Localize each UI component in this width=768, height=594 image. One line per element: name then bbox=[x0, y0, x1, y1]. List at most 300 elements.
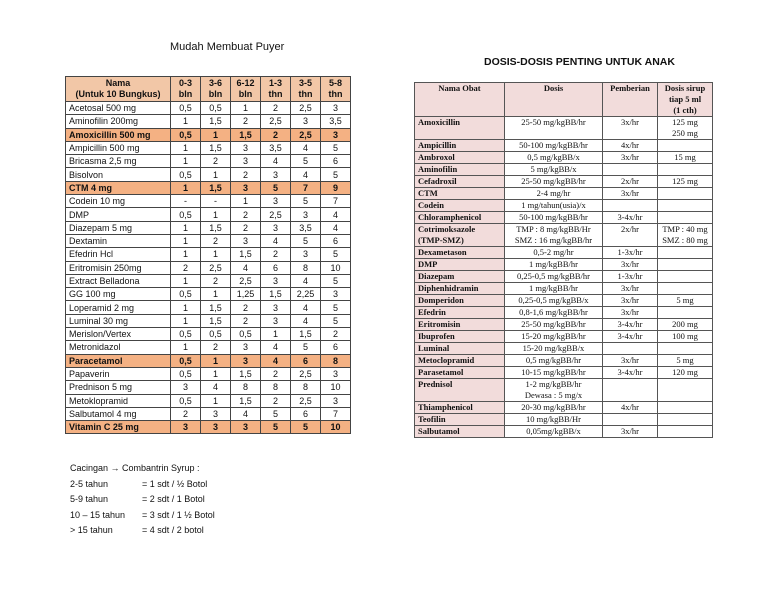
puyer-dose-cell: 3 bbox=[171, 381, 201, 394]
puyer-dose-cell: 1 bbox=[171, 141, 201, 154]
dosis-row bbox=[415, 379, 713, 402]
puyer-dose-cell: 4 bbox=[321, 221, 351, 234]
puyer-dose-cell: 0,5 bbox=[201, 328, 231, 341]
puyer-dose-cell: 4 bbox=[291, 141, 321, 154]
puyer-dose-cell: 5 bbox=[321, 274, 351, 287]
dosis-row bbox=[415, 164, 713, 176]
dosis-drug-name: DMP bbox=[415, 259, 505, 271]
puyer-dose-cell: 3 bbox=[231, 234, 261, 247]
dosis-syrup-cell bbox=[658, 379, 713, 402]
dosis-header-cell: Nama Obat bbox=[415, 83, 505, 117]
puyer-dose-cell: 1 bbox=[201, 168, 231, 181]
puyer-row bbox=[66, 115, 351, 128]
puyer-row bbox=[66, 354, 351, 367]
puyer-dose-cell: 8 bbox=[291, 261, 321, 274]
dosis-drug-name: Aminofilin bbox=[415, 164, 505, 176]
dosis-drug-name: Efedrin bbox=[415, 307, 505, 319]
dosis-frequency-cell: 3-4x/hr bbox=[603, 212, 658, 224]
puyer-dose-cell: 6 bbox=[291, 407, 321, 420]
puyer-dose-cell: 3 bbox=[261, 168, 291, 181]
dosis-frequency-cell: 3x/hr bbox=[603, 355, 658, 367]
puyer-dose-cell: 1 bbox=[171, 155, 201, 168]
puyer-row bbox=[66, 234, 351, 247]
dosis-frequency-cell bbox=[603, 379, 658, 402]
puyer-dose-cell: 2,5 bbox=[291, 128, 321, 141]
cacingan-age: 10 – 15 tahun bbox=[70, 509, 126, 520]
puyer-dose-cell: 0,5 bbox=[171, 328, 201, 341]
puyer-row bbox=[66, 394, 351, 407]
puyer-row bbox=[66, 381, 351, 394]
dosis-drug-name: Diphenhidramin bbox=[415, 283, 505, 295]
dosis-row bbox=[415, 117, 713, 140]
dosis-drug-name: Parasetamol bbox=[415, 367, 505, 379]
puyer-dose-cell: 0,5 bbox=[171, 288, 201, 301]
puyer-dose-cell: 5 bbox=[291, 421, 321, 434]
dosis-dose-cell: 1 mg/tahun(usia)/x bbox=[505, 200, 603, 212]
puyer-dose-cell: 1,5 bbox=[201, 301, 231, 314]
puyer-row bbox=[66, 128, 351, 141]
puyer-dose-cell: 1 bbox=[201, 128, 231, 141]
puyer-dose-cell: 3 bbox=[231, 181, 261, 194]
cacingan-row bbox=[70, 523, 215, 539]
puyer-row bbox=[66, 181, 351, 194]
puyer-drug-name: Prednison 5 mg bbox=[66, 381, 171, 394]
dosis-drug-name: Ambroxol bbox=[415, 152, 505, 164]
puyer-dose-cell: 3,5 bbox=[321, 115, 351, 128]
puyer-header-cell: 6-12 bln bbox=[231, 77, 261, 102]
puyer-dose-cell: 0,5 bbox=[171, 208, 201, 221]
dosis-drug-name: Chloramphenicol bbox=[415, 212, 505, 224]
cacingan-dose: = 4 sdt / 2 botol bbox=[142, 525, 204, 535]
puyer-dose-cell: 6 bbox=[321, 234, 351, 247]
dosis-row bbox=[415, 259, 713, 271]
dosis-syrup-cell: TMP : 40 mg SMZ : 80 mg bbox=[658, 224, 713, 247]
dosis-drug-name: Cefadroxil bbox=[415, 176, 505, 188]
puyer-dose-cell: - bbox=[171, 195, 201, 208]
puyer-dose-cell: 4 bbox=[261, 155, 291, 168]
puyer-dose-cell: 1,25 bbox=[231, 288, 261, 301]
dosis-row bbox=[415, 402, 713, 414]
puyer-dose-cell: 4 bbox=[291, 168, 321, 181]
dosis-syrup-cell bbox=[658, 283, 713, 295]
dosis-dose-cell: 50-100 mg/kgBB/hr bbox=[505, 212, 603, 224]
dosis-row bbox=[415, 247, 713, 259]
puyer-drug-name: Efedrin Hcl bbox=[66, 248, 171, 261]
dosis-syrup-cell: 5 mg bbox=[658, 295, 713, 307]
dosis-drug-name: Thiamphenicol bbox=[415, 402, 505, 414]
dosis-syrup-cell: 120 mg bbox=[658, 367, 713, 379]
dosis-syrup-cell bbox=[658, 402, 713, 414]
puyer-drug-name: Bricasma 2,5 mg bbox=[66, 155, 171, 168]
puyer-dose-cell: 1,5 bbox=[231, 128, 261, 141]
puyer-header-cell: 3-5 thn bbox=[291, 77, 321, 102]
dosis-row bbox=[415, 414, 713, 426]
puyer-dose-cell: 2 bbox=[171, 407, 201, 420]
puyer-drug-name: Bisolvon bbox=[66, 168, 171, 181]
puyer-dose-cell: 1 bbox=[201, 394, 231, 407]
dosis-drug-name: Dexametason bbox=[415, 247, 505, 259]
puyer-dose-cell: 3 bbox=[231, 354, 261, 367]
puyer-dose-cell: 1 bbox=[171, 115, 201, 128]
dosis-frequency-cell bbox=[603, 414, 658, 426]
puyer-dose-cell: 5 bbox=[321, 141, 351, 154]
puyer-dose-cell: 3 bbox=[321, 367, 351, 380]
puyer-dose-cell: 2,5 bbox=[291, 102, 321, 115]
puyer-dose-cell: 2 bbox=[231, 221, 261, 234]
puyer-dose-cell: 1 bbox=[231, 195, 261, 208]
puyer-row bbox=[66, 248, 351, 261]
dosis-row bbox=[415, 355, 713, 367]
dosis-syrup-cell: 15 mg bbox=[658, 152, 713, 164]
puyer-dose-cell: 3 bbox=[231, 141, 261, 154]
puyer-row bbox=[66, 314, 351, 327]
puyer-drug-name: DMP bbox=[66, 208, 171, 221]
dosis-drug-name: CTM bbox=[415, 188, 505, 200]
dosis-dose-cell: 15-20 mg/kgBB/x bbox=[505, 343, 603, 355]
dosis-drug-name: Codein bbox=[415, 200, 505, 212]
puyer-dose-cell: 5 bbox=[321, 168, 351, 181]
puyer-dose-cell: 1,5 bbox=[201, 314, 231, 327]
dosis-dose-cell: 0,5 mg/kgBB/x bbox=[505, 152, 603, 164]
dosis-row bbox=[415, 283, 713, 295]
dosis-drug-name: Metoclopramid bbox=[415, 355, 505, 367]
dosis-dose-cell: 25-50 mg/kgBB/hr bbox=[505, 319, 603, 331]
dosis-dose-cell: 10-15 mg/kgBB/hr bbox=[505, 367, 603, 379]
puyer-dose-cell: 2 bbox=[231, 208, 261, 221]
puyer-dose-cell: 1 bbox=[201, 367, 231, 380]
puyer-dose-cell: 8 bbox=[321, 354, 351, 367]
puyer-dose-cell: 1 bbox=[171, 248, 201, 261]
puyer-dose-cell: 2 bbox=[231, 115, 261, 128]
dosis-row bbox=[415, 343, 713, 355]
puyer-dose-cell: 3 bbox=[261, 301, 291, 314]
puyer-dose-cell: 3 bbox=[201, 407, 231, 420]
dosis-syrup-cell bbox=[658, 426, 713, 438]
puyer-dose-cell: 2 bbox=[201, 234, 231, 247]
puyer-drug-name: Paracetamol bbox=[66, 354, 171, 367]
puyer-row bbox=[66, 328, 351, 341]
puyer-dose-cell: 3 bbox=[231, 341, 261, 354]
dosis-dose-cell: 20-30 mg/kgBB/hr bbox=[505, 402, 603, 414]
puyer-dose-cell: 2,5 bbox=[261, 115, 291, 128]
dosis-header-cell: Dosis sirup tiap 5 ml (1 cth) bbox=[658, 83, 713, 117]
dosis-frequency-cell: 3-4x/hr bbox=[603, 319, 658, 331]
dosis-dose-cell: 10 mg/kgBB/Hr bbox=[505, 414, 603, 426]
puyer-dose-cell: 4 bbox=[291, 301, 321, 314]
puyer-dose-cell: 2 bbox=[231, 314, 261, 327]
puyer-dose-cell: 1 bbox=[261, 328, 291, 341]
puyer-dose-cell: 2,5 bbox=[291, 367, 321, 380]
dosis-frequency-cell: 3-4x/hr bbox=[603, 331, 658, 343]
dosis-dose-cell: 25-50 mg/kgBB/hr bbox=[505, 117, 603, 140]
dosis-dose-cell: TMP : 8 mg/kgBB/Hr SMZ : 16 mg/kgBB/hr bbox=[505, 224, 603, 247]
dosis-row bbox=[415, 176, 713, 188]
dosis-drug-name: Amoxicillin bbox=[415, 117, 505, 140]
dosis-dose-cell: 15-20 mg/kgBB/hr bbox=[505, 331, 603, 343]
cacingan-heading: Cacingan → Combantrin Syrup : bbox=[70, 463, 200, 473]
dosis-row bbox=[415, 271, 713, 283]
dosis-frequency-cell: 1-3x/hr bbox=[603, 247, 658, 259]
dosis-row bbox=[415, 200, 713, 212]
puyer-dose-cell: 4 bbox=[231, 261, 261, 274]
puyer-row bbox=[66, 341, 351, 354]
dosis-syrup-cell: 125 mg bbox=[658, 176, 713, 188]
puyer-drug-name: Merislon/Vertex bbox=[66, 328, 171, 341]
dosis-syrup-cell: 125 mg 250 mg bbox=[658, 117, 713, 140]
dosis-frequency-cell: 3-4x/hr bbox=[603, 367, 658, 379]
dosis-row bbox=[415, 295, 713, 307]
dosis-frequency-cell: 3x/hr bbox=[603, 259, 658, 271]
puyer-row bbox=[66, 221, 351, 234]
dosis-dose-cell: 0,8-1,6 mg/kgBB/hr bbox=[505, 307, 603, 319]
puyer-dose-cell: 0,5 bbox=[231, 328, 261, 341]
dosis-row bbox=[415, 188, 713, 200]
cacingan-section bbox=[70, 461, 215, 539]
puyer-dose-cell: 1 bbox=[231, 102, 261, 115]
puyer-dose-cell: 5 bbox=[291, 234, 321, 247]
puyer-dose-cell: 1 bbox=[171, 234, 201, 247]
puyer-title: Mudah Membuat Puyer bbox=[170, 41, 285, 53]
dosis-frequency-cell: 3x/hr bbox=[603, 295, 658, 307]
puyer-drug-name: Metronidazol bbox=[66, 341, 171, 354]
puyer-dose-cell: 5 bbox=[321, 314, 351, 327]
cacingan-dose: = 3 sdt / 1 ½ Botol bbox=[142, 509, 215, 520]
puyer-dose-cell: 2,5 bbox=[201, 261, 231, 274]
dosis-syrup-cell bbox=[658, 343, 713, 355]
puyer-dose-cell: 3 bbox=[291, 248, 321, 261]
puyer-dose-cell: 4 bbox=[231, 407, 261, 420]
puyer-dose-cell: 5 bbox=[261, 407, 291, 420]
puyer-dose-cell: 2 bbox=[231, 301, 261, 314]
dosis-row bbox=[415, 319, 713, 331]
dosis-syrup-cell: 5 mg bbox=[658, 355, 713, 367]
dosis-frequency-cell bbox=[603, 200, 658, 212]
dosis-header-cell: Dosis bbox=[505, 83, 603, 117]
puyer-dose-cell: 2 bbox=[261, 128, 291, 141]
puyer-row bbox=[66, 367, 351, 380]
puyer-dose-cell: 2 bbox=[231, 168, 261, 181]
dosis-frequency-cell bbox=[603, 343, 658, 355]
dosis-table bbox=[414, 82, 713, 438]
puyer-dose-cell: 2 bbox=[171, 261, 201, 274]
puyer-dose-cell: 3,5 bbox=[261, 141, 291, 154]
puyer-dose-cell: 2 bbox=[261, 102, 291, 115]
dosis-dose-cell: 25-50 mg/kgBB/hr bbox=[505, 176, 603, 188]
cacingan-row bbox=[70, 492, 215, 508]
puyer-drug-name: Metoklopramid bbox=[66, 394, 171, 407]
dosis-dose-cell: 5 mg/kgBB/x bbox=[505, 164, 603, 176]
cacingan-age: 5-9 tahun bbox=[70, 494, 109, 504]
puyer-dose-cell: 3 bbox=[321, 128, 351, 141]
puyer-dose-cell: 5 bbox=[291, 155, 321, 168]
dosis-dose-cell: 2-4 mg/hr bbox=[505, 188, 603, 200]
puyer-dose-cell: 2 bbox=[261, 367, 291, 380]
dosis-row bbox=[415, 152, 713, 164]
puyer-dose-cell: 1,5 bbox=[201, 115, 231, 128]
puyer-dose-cell: 8 bbox=[291, 381, 321, 394]
puyer-dose-cell: 1 bbox=[201, 208, 231, 221]
cacingan-dose: = 2 sdt / 1 Botol bbox=[142, 494, 205, 504]
puyer-row bbox=[66, 301, 351, 314]
puyer-dose-cell: 1 bbox=[171, 181, 201, 194]
puyer-dose-cell: 6 bbox=[321, 341, 351, 354]
puyer-dose-cell: 6 bbox=[261, 261, 291, 274]
puyer-header-cell: Nama (Untuk 10 Bungkus) bbox=[66, 77, 171, 102]
dosis-syrup-cell: 100 mg bbox=[658, 331, 713, 343]
dosis-syrup-cell bbox=[658, 414, 713, 426]
puyer-dose-cell: 3 bbox=[291, 115, 321, 128]
puyer-drug-name: Papaverin bbox=[66, 367, 171, 380]
puyer-dose-cell: 2 bbox=[201, 155, 231, 168]
dosis-frequency-cell: 1-3x/hr bbox=[603, 271, 658, 283]
puyer-dose-cell: 4 bbox=[261, 354, 291, 367]
puyer-dose-cell: 0,5 bbox=[171, 168, 201, 181]
puyer-drug-name: Dextamin bbox=[66, 234, 171, 247]
puyer-dose-cell: 1,5 bbox=[261, 288, 291, 301]
puyer-drug-name: Vitamin C 25 mg bbox=[66, 421, 171, 434]
puyer-dose-cell: 0,5 bbox=[171, 102, 201, 115]
dosis-row bbox=[415, 307, 713, 319]
puyer-dose-cell: 4 bbox=[321, 208, 351, 221]
dosis-drug-name: Diazepam bbox=[415, 271, 505, 283]
puyer-row bbox=[66, 102, 351, 115]
dosis-frequency-cell: 4x/hr bbox=[603, 140, 658, 152]
puyer-dose-cell: 4 bbox=[291, 274, 321, 287]
dosis-drug-name: Teofilin bbox=[415, 414, 505, 426]
puyer-drug-name: Luminal 30 mg bbox=[66, 314, 171, 327]
puyer-dose-cell: 1 bbox=[201, 354, 231, 367]
cacingan-age: 2-5 tahun bbox=[70, 478, 109, 489]
puyer-row bbox=[66, 195, 351, 208]
puyer-dose-cell: 1 bbox=[171, 221, 201, 234]
puyer-table bbox=[65, 76, 351, 434]
dosis-dose-cell: 1 mg/kgBB/hr bbox=[505, 283, 603, 295]
puyer-drug-name: Salbutamol 4 mg bbox=[66, 407, 171, 420]
dosis-drug-name: Domperidon bbox=[415, 295, 505, 307]
dosis-drug-name: Ibuprofen bbox=[415, 331, 505, 343]
dosis-frequency-cell: 3x/hr bbox=[603, 426, 658, 438]
dosis-row bbox=[415, 224, 713, 247]
puyer-dose-cell: 8 bbox=[261, 381, 291, 394]
puyer-dose-cell: 9 bbox=[321, 181, 351, 194]
cacingan-row bbox=[70, 477, 215, 493]
puyer-dose-cell: 2 bbox=[201, 341, 231, 354]
puyer-header-cell: 3-6 bln bbox=[201, 77, 231, 102]
dosis-dose-cell: 1-2 mg/kgBB/hr Dewasa : 5 mg/x bbox=[505, 379, 603, 402]
puyer-dose-cell: 3 bbox=[321, 288, 351, 301]
puyer-dose-cell: 2 bbox=[261, 394, 291, 407]
puyer-dose-cell: 7 bbox=[291, 181, 321, 194]
puyer-dose-cell: 1,5 bbox=[201, 181, 231, 194]
dosis-dose-cell: 1 mg/kgBB/hr bbox=[505, 259, 603, 271]
puyer-row bbox=[66, 141, 351, 154]
puyer-dose-cell: 5 bbox=[291, 195, 321, 208]
puyer-dose-cell: 5 bbox=[321, 248, 351, 261]
puyer-dose-cell: 3 bbox=[201, 421, 231, 434]
dosis-frequency-cell: 4x/hr bbox=[603, 402, 658, 414]
cacingan-age: > 15 tahun bbox=[70, 525, 113, 535]
puyer-drug-name: CTM 4 mg bbox=[66, 181, 171, 194]
puyer-dose-cell: 3 bbox=[231, 155, 261, 168]
puyer-dose-cell: 3 bbox=[231, 421, 261, 434]
puyer-row bbox=[66, 274, 351, 287]
puyer-dose-cell: 10 bbox=[321, 421, 351, 434]
puyer-dose-cell: 1 bbox=[171, 341, 201, 354]
puyer-dose-cell: 3 bbox=[321, 394, 351, 407]
dosis-syrup-cell bbox=[658, 307, 713, 319]
cacingan-row bbox=[70, 508, 215, 524]
puyer-dose-cell: 3 bbox=[261, 195, 291, 208]
puyer-dose-cell: 2,5 bbox=[231, 274, 261, 287]
dosis-frequency-cell: 3x/hr bbox=[603, 307, 658, 319]
puyer-dose-cell: 0,5 bbox=[171, 394, 201, 407]
puyer-dose-cell: 2,5 bbox=[261, 208, 291, 221]
puyer-dose-cell: 1 bbox=[171, 314, 201, 327]
dosis-syrup-cell bbox=[658, 212, 713, 224]
puyer-dose-cell: 4 bbox=[201, 381, 231, 394]
puyer-dose-cell: 5 bbox=[261, 421, 291, 434]
puyer-row bbox=[66, 288, 351, 301]
dosis-dose-cell: 0,05mg/kgBB/x bbox=[505, 426, 603, 438]
dosis-syrup-cell bbox=[658, 271, 713, 283]
puyer-dose-cell: 4 bbox=[261, 234, 291, 247]
cacingan-dose: = 1 sdt / ½ Botol bbox=[142, 478, 208, 489]
dosis-frequency-cell: 3x/hr bbox=[603, 188, 658, 200]
puyer-dose-cell: 5 bbox=[321, 301, 351, 314]
puyer-drug-name: Loperamid 2 mg bbox=[66, 301, 171, 314]
puyer-dose-cell: 1,5 bbox=[231, 367, 261, 380]
puyer-row bbox=[66, 421, 351, 434]
dosis-row bbox=[415, 426, 713, 438]
puyer-dose-cell: 0,5 bbox=[201, 102, 231, 115]
dosis-row bbox=[415, 367, 713, 379]
dosis-drug-name: Ampicillin bbox=[415, 140, 505, 152]
dosis-frequency-cell: 3x/hr bbox=[603, 152, 658, 164]
puyer-dose-cell: 0,5 bbox=[171, 367, 201, 380]
puyer-dose-cell: 0,5 bbox=[171, 354, 201, 367]
puyer-drug-name: Amoxicillin 500 mg bbox=[66, 128, 171, 141]
puyer-drug-name: Codein 10 mg bbox=[66, 195, 171, 208]
dosis-frequency-cell: 2x/hr bbox=[603, 224, 658, 247]
puyer-dose-cell: 2,5 bbox=[291, 394, 321, 407]
puyer-dose-cell: 8 bbox=[231, 381, 261, 394]
dosis-drug-name: Eritromisin bbox=[415, 319, 505, 331]
puyer-dose-cell: 5 bbox=[291, 341, 321, 354]
puyer-dose-cell: - bbox=[201, 195, 231, 208]
puyer-row bbox=[66, 208, 351, 221]
puyer-dose-cell: 2,25 bbox=[291, 288, 321, 301]
puyer-dose-cell: 6 bbox=[321, 155, 351, 168]
dosis-syrup-cell: 200 mg bbox=[658, 319, 713, 331]
dosis-dose-cell: 0,25-0,5 mg/kgBB/hr bbox=[505, 271, 603, 283]
puyer-dose-cell: 1,5 bbox=[291, 328, 321, 341]
dosis-syrup-cell bbox=[658, 200, 713, 212]
puyer-header-cell: 1-3 thn bbox=[261, 77, 291, 102]
dosis-drug-name: Salbutamol bbox=[415, 426, 505, 438]
dosis-dose-cell: 0,5-2 mg/hr bbox=[505, 247, 603, 259]
dosis-title: DOSIS-DOSIS PENTING UNTUK ANAK bbox=[484, 56, 675, 68]
puyer-dose-cell: 1 bbox=[201, 288, 231, 301]
dosis-frequency-cell bbox=[603, 164, 658, 176]
puyer-dose-cell: 2 bbox=[201, 274, 231, 287]
dosis-drug-name: Cotrimoksazole (TMP-SMZ) bbox=[415, 224, 505, 247]
dosis-drug-name: Prednisol bbox=[415, 379, 505, 402]
dosis-dose-cell: 50-100 mg/kgBB/hr bbox=[505, 140, 603, 152]
puyer-dose-cell: 3 bbox=[321, 102, 351, 115]
puyer-drug-name: Diazepam 5 mg bbox=[66, 221, 171, 234]
puyer-drug-name: Aminofilin 200mg bbox=[66, 115, 171, 128]
puyer-row bbox=[66, 168, 351, 181]
